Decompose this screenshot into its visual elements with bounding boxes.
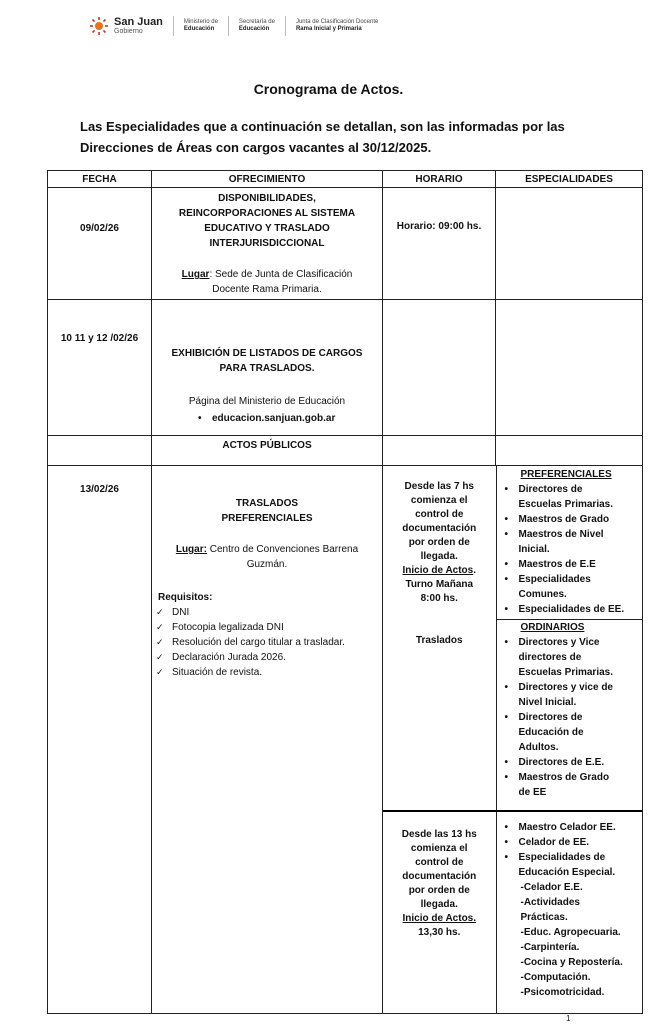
horario-cell (383, 300, 496, 436)
list-item: • Directores de E.E. (519, 755, 644, 770)
list-item: • Maestros de Grado (519, 512, 644, 527)
list-item: • Directores de Educación de Adultos. (519, 710, 644, 755)
fecha-cell: 09/02/26 (48, 188, 152, 300)
especialidades-cell (496, 188, 643, 300)
horario-cell: Desde las 13 hs comienza el control de documentación por orden de llegada. Inicio de Actos. 13,30 hs. (383, 811, 496, 1013)
list-item: • Maestro Celador EE. (519, 820, 644, 835)
fecha-cell: 10 11 y 12 /02/26 (48, 300, 152, 436)
nested-schedule (383, 466, 643, 1013)
header-ministerio: Ministerio de Educación (183, 19, 218, 32)
header-especialidades: ESPECIALIDADES (496, 171, 643, 188)
ofrecimiento-cell: TRASLADOS PREFERENCIALES Lugar: Centro de Convenciones Barrena Guzmán. Requisitos: ✓ DNI ✓ Fotocopia legalizada DNI ✓ Resolución del cargo titular a trasladar. ✓ Declaración Jurada 2026. ✓ Situación de revista. (152, 466, 383, 1014)
header-fecha: FECHA (48, 171, 152, 188)
divider (173, 16, 174, 36)
header-ofrecimiento: OFRECIMIENTO (152, 171, 383, 188)
ofrecimiento-cell: EXHIBICIÓN DE LISTADOS DE CARGOS PARA TRASLADOS. Página del Ministerio de Educación • educacion.sanjuan.gob.ar (152, 300, 383, 436)
page-number: 1 (566, 1014, 571, 1023)
especialidades-cell (496, 300, 643, 436)
fecha-cell: 13/02/26 (48, 466, 152, 1014)
ordinarios-list (497, 635, 644, 800)
list-item: ✓ Declaración Jurada 2026. (152, 650, 382, 665)
brand-sub: Gobierno (114, 27, 143, 35)
page-title: Cronograma de Actos. (253, 81, 404, 97)
list-item: • Directores y vice de Nivel Inicial. (519, 680, 644, 710)
horario-cell: Desde las 7 hs comienza el control de documentación por orden de llegada. Inicio de Actos. Turno Mañana 8:00 hs. Traslados (383, 466, 496, 811)
horario-cell: Horario: 09:00 hs. (383, 188, 496, 300)
especial-sublist: -Celador E.E. -Actividades Prácticas. -Educ. Agropecuaria. -Carpintería. -Cocina y Repostería. -Computación. -Psicomotricidad. (520, 882, 623, 998)
table-row (48, 188, 643, 300)
header-secretaria: Secretaría de Educación (238, 19, 275, 32)
list-item: ✓ Fotocopia legalizada DNI (152, 620, 382, 635)
list-item: • Especialidades Comunes. (519, 572, 644, 602)
list-item: • Especialidades de EE. (519, 602, 644, 617)
header-junta: Junta de Clasificación Docente Rama Inicial y Primaria (295, 19, 379, 32)
especial-list (497, 820, 644, 880)
divider (285, 16, 286, 36)
list-item: ✓ Situación de revista. (152, 665, 382, 680)
preferenciales-list (497, 482, 644, 617)
schedule-table (47, 170, 643, 1014)
list-item: • Especialidades de Educación Especial. (519, 850, 644, 880)
list-item: • Directores de Escuelas Primarias. (519, 482, 644, 512)
list-item: • Maestros de Grado de EE (519, 770, 644, 800)
list-item: • Maestros de E.E (519, 557, 644, 572)
sun-logo-icon (90, 17, 108, 35)
table-header-row (48, 171, 643, 188)
list-item: • Celador de EE. (519, 835, 644, 850)
ofrecimiento-cell: DISPONIBILIDADES, REINCORPORACIONES AL SISTEMA EDUCATIVO Y TRASLADO INTERJURISDICCIONAL Lugar: Sede de Junta de Clasificación Docente Rama Primaria. (152, 188, 383, 300)
brand-name: San Juan (114, 15, 163, 28)
table-row (48, 436, 643, 466)
especialidades-cell (496, 811, 643, 1013)
table-row (48, 466, 643, 1014)
brand (114, 17, 163, 36)
list-item: ✓ Resolución del cargo titular a trasladar. (152, 635, 382, 650)
list-item: • Directores y Vice directores de Escuelas Primarias. (519, 635, 644, 680)
table-row (48, 300, 643, 436)
list-item: • Maestros de Nivel Inicial. (519, 527, 644, 557)
intro-paragraph: Las Especialidades que a continuación se detallan, son las informadas por las Direcciones de Áreas con cargos vacantes al 30/12/2025. (80, 119, 565, 155)
actos-publicos-label: ACTOS PÚBLICOS (152, 436, 383, 466)
header-horario: HORARIO (383, 171, 496, 188)
divider (228, 16, 229, 36)
especialidades-cell: PREFERENCIALES • Directores de Escuelas Primarias. • Maestros de Grado • Maestros de Nivel Inicial. • Maestros de E.E • Especialidades Comunes. • Especialidades de EE. ORDINARIOS • Directores y Vice directores de Escuelas Primarias. • Directores y vice de Nivel Inicial. • Directores de Educación de Adultos. • Directores de E.E. • Maestros de Grado de EE (496, 466, 643, 811)
requirements-list (152, 605, 382, 680)
url-link[interactable]: • educacion.sanjuan.gob.ar (212, 411, 382, 426)
list-item: ✓ DNI (152, 605, 382, 620)
letterhead (90, 10, 378, 42)
